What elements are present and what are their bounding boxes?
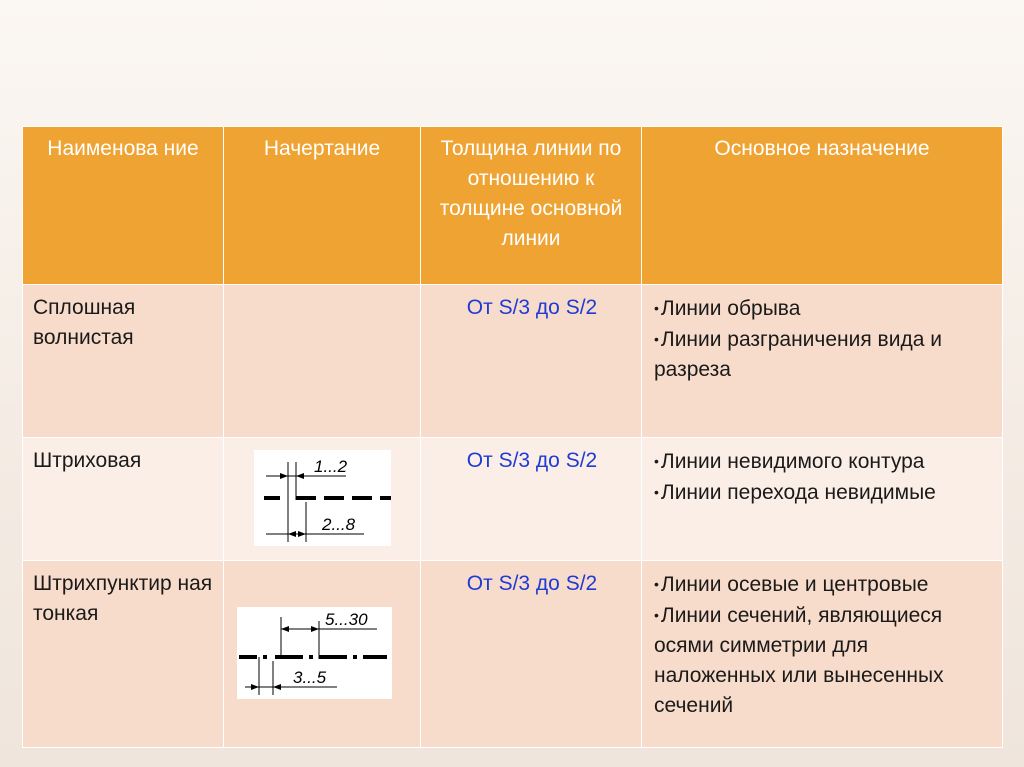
purpose-item: •Линии обрыва [654,297,801,320]
line-name: Сплошная волнистая [23,285,224,438]
purpose-item: •Линии сечений, являющиеся осями симметрии для наложенных или вынесенных сечений [654,604,944,717]
dashed-line-icon [254,450,391,546]
line-drawing [224,285,421,438]
purpose-item: •Линии перехода невидимые [654,481,936,504]
dim-bottom-label: 2...8 [322,515,356,534]
line-name: Штрихпунктир ная тонкая [23,561,224,748]
table-row [23,438,1003,561]
purpose-item: •Линии осевые и центровые [654,573,929,596]
line-purpose [642,285,1003,438]
table-row [23,561,1003,748]
header-drawing: Начертание [224,127,421,285]
line-name: Штриховая [23,438,224,561]
header-purpose: Основное назначение [642,127,1003,285]
line-thickness: От S/3 до S/2 [421,438,642,561]
dim-top-label: 1...2 [314,457,348,476]
line-drawing [224,438,421,561]
purpose-item: •Линии разграничения вида и разреза [654,328,942,381]
header-thickness: Толщина линии по отношению к толщине основной линии [421,127,642,285]
line-drawing [224,561,421,748]
purpose-item: •Линии невидимого контура [654,450,925,473]
line-thickness: От S/3 до S/2 [421,285,642,438]
table-row [23,285,1003,438]
dim-bottom-label: 3...5 [293,668,327,687]
line-types-table [22,126,1003,748]
line-thickness: От S/3 до S/2 [421,561,642,748]
line-purpose [642,438,1003,561]
dash-dot-line-icon [237,607,392,699]
dim-top-label: 5...30 [325,610,368,629]
header-name: Наименова ние [23,127,224,285]
table-header-row [23,127,1003,285]
line-purpose [642,561,1003,748]
